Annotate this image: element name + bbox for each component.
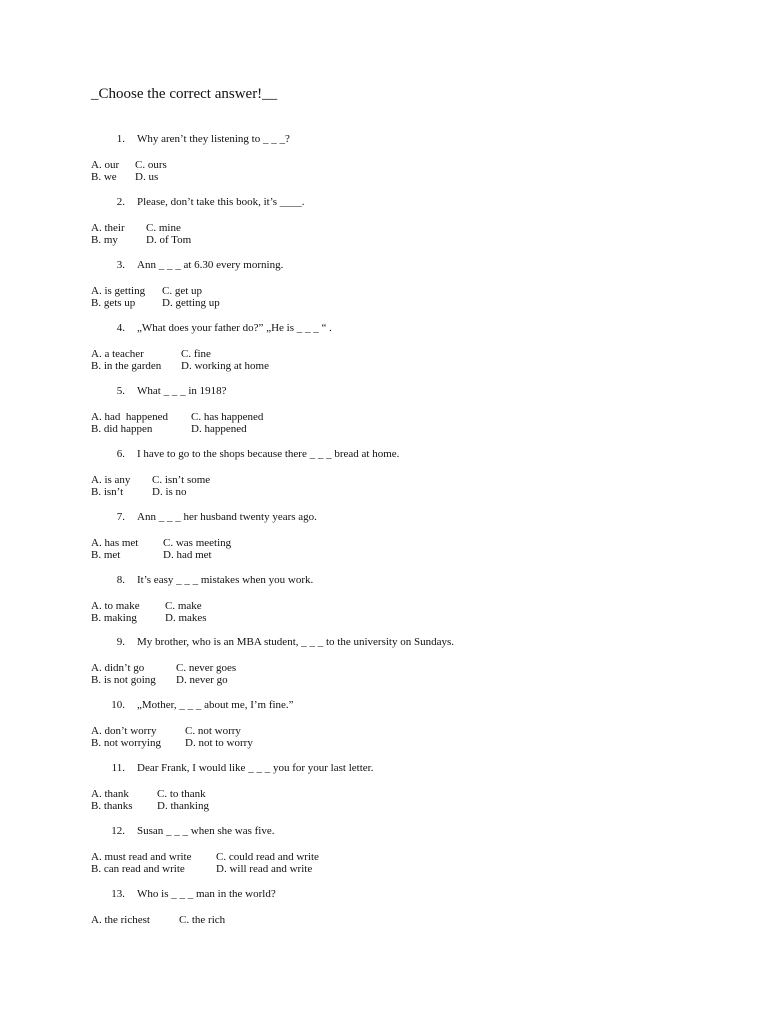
question-text: „What does your father do?” „He is _ _ _ “ . (137, 322, 332, 334)
question-10 (0, 699, 768, 763)
option-a: A. is getting (91, 285, 146, 297)
worksheet-title: _Choose the correct answer!__ (91, 86, 278, 102)
option-d: D. will read and write (216, 863, 313, 875)
option-d: D. getting up (162, 297, 220, 309)
question-9 (0, 636, 768, 700)
option-c: C. make (165, 600, 202, 612)
question-number: 9. (116, 636, 125, 648)
question-text: Who is _ _ _ man in the world? (137, 888, 276, 900)
question-2 (0, 196, 768, 260)
option-a: A. to make (91, 600, 140, 612)
option-c: C. could read and write (216, 851, 319, 863)
question-13 (0, 888, 768, 952)
question-text: Ann _ _ _ at 6.30 every morning. (137, 259, 284, 271)
question-number: 3. (116, 259, 125, 271)
question-text: Dear Frank, I would like _ _ _ you for your last letter. (137, 762, 374, 774)
question-text: „Mother, _ _ _ about me, I’m fine.” (137, 699, 294, 711)
option-b: B. we (91, 171, 117, 183)
option-c: C. the rich (179, 914, 226, 926)
question-3 (0, 259, 768, 323)
question-number: 13. (111, 888, 125, 900)
option-d: D. not to worry (185, 737, 253, 749)
question-12 (0, 825, 768, 889)
question-text: Susan _ _ _ when she was five. (137, 825, 275, 837)
option-a: A. thank (91, 788, 129, 800)
question-text: My brother, who is an MBA student, _ _ _ to the university on Sundays. (137, 636, 455, 648)
option-b: B. in the garden (91, 360, 162, 372)
option-b: B. did happen (91, 423, 153, 435)
question-number: 8. (116, 574, 125, 586)
question-8 (0, 574, 768, 638)
option-a: A. had happened (91, 411, 168, 423)
option-d: D. is no (152, 486, 187, 498)
question-11 (0, 762, 768, 826)
option-c: C. has happened (191, 411, 264, 423)
option-b: B. gets up (91, 297, 136, 309)
question-number: 5. (116, 385, 125, 397)
option-b: B. isn’t (91, 486, 124, 498)
option-c: C. get up (162, 285, 203, 297)
option-a: A. the richest (91, 914, 150, 926)
question-number: 1. (116, 133, 125, 145)
question-text: Please, don’t take this book, it’s ____. (137, 196, 305, 208)
option-b: B. met (91, 549, 121, 561)
option-b: B. thanks (91, 800, 133, 812)
question-6 (0, 448, 768, 512)
option-d: D. working at home (181, 360, 269, 372)
question-1 (0, 133, 768, 197)
option-a: A. is any (91, 474, 131, 486)
option-d: D. of Tom (146, 234, 192, 246)
option-c: C. was meeting (163, 537, 232, 549)
option-b: B. making (91, 612, 137, 624)
option-b: B. can read and write (91, 863, 185, 875)
question-4 (0, 322, 768, 386)
option-d: D. us (135, 171, 159, 183)
option-c: C. isn’t some (152, 474, 211, 486)
question-number: 11. (111, 762, 125, 774)
option-b: B. is not going (91, 674, 156, 686)
option-a: A. must read and write (91, 851, 192, 863)
option-d: D. had met (163, 549, 212, 561)
option-d: D. thanking (157, 800, 209, 812)
option-b: B. my (91, 234, 118, 246)
option-c: C. ours (135, 159, 167, 171)
question-7 (0, 511, 768, 575)
question-number: 6. (116, 448, 125, 460)
question-text: Why aren’t they listening to _ _ _? (137, 133, 290, 145)
option-d: D. makes (165, 612, 207, 624)
option-d: D. happened (191, 423, 247, 435)
question-text: What _ _ _ in 1918? (137, 385, 227, 397)
option-a: A. don’t worry (91, 725, 157, 737)
option-a: A. a teacher (91, 348, 144, 360)
question-number: 12. (111, 825, 125, 837)
question-text: It’s easy _ _ _ mistakes when you work. (137, 574, 314, 586)
option-a: A. has met (91, 537, 139, 549)
question-text: Ann _ _ _ her husband twenty years ago. (137, 511, 317, 523)
question-number: 10. (111, 699, 125, 711)
question-number: 4. (116, 322, 125, 334)
option-d: D. never go (176, 674, 228, 686)
option-c: C. never goes (176, 662, 237, 674)
option-b: B. not worrying (91, 737, 161, 749)
option-c: C. not worry (185, 725, 241, 737)
option-c: C. fine (181, 348, 211, 360)
option-c: C. to thank (157, 788, 206, 800)
question-number: 7. (116, 511, 125, 523)
option-a: A. didn’t go (91, 662, 145, 674)
option-a: A. their (91, 222, 125, 234)
option-a: A. our (91, 159, 120, 171)
option-c: C. mine (146, 222, 181, 234)
question-5 (0, 385, 768, 449)
question-text: I have to go to the shops because there _ _ _ bread at home. (137, 448, 400, 460)
question-number: 2. (116, 196, 125, 208)
